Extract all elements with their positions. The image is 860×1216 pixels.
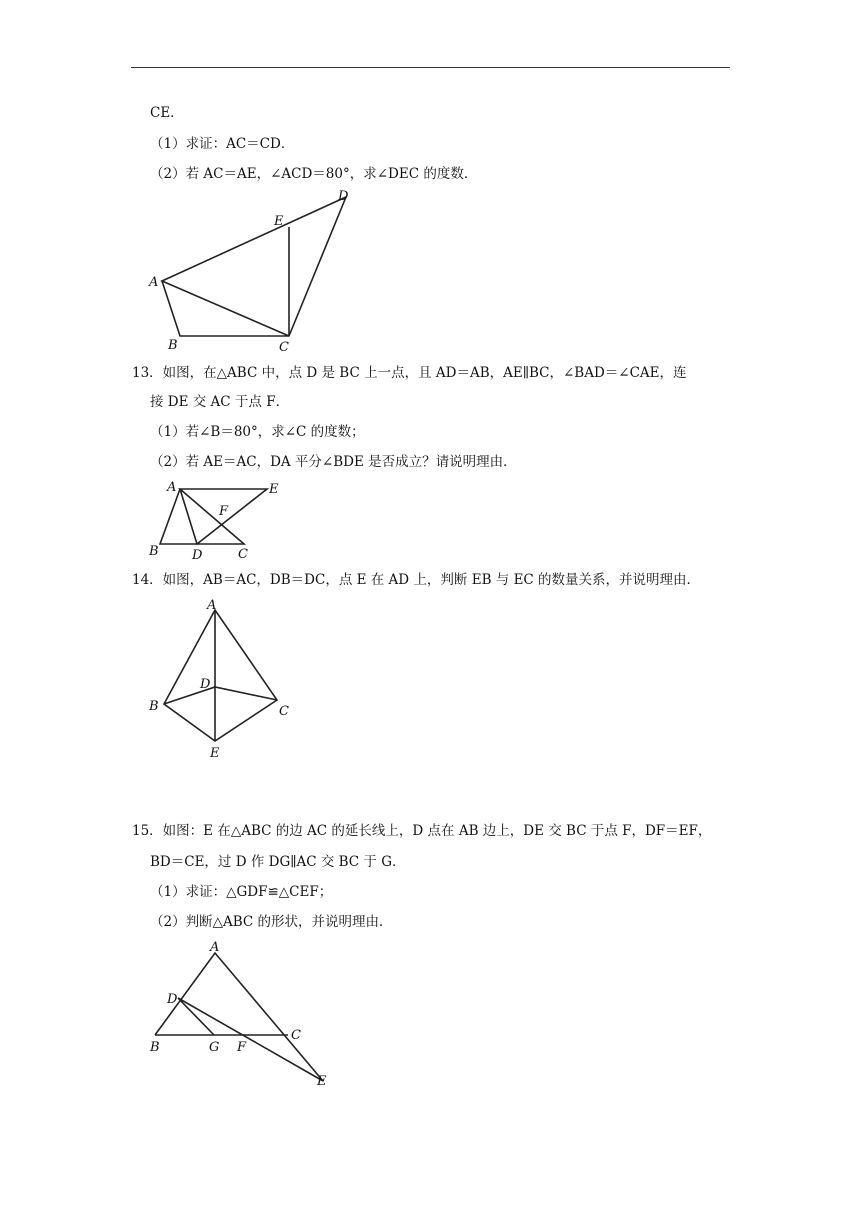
q15-edges <box>155 953 323 1081</box>
q12-part1: （1）求证：AC＝CD． <box>150 136 295 152</box>
q13-part1: （1）若∠B＝80°，求∠C 的度数； <box>150 424 365 440</box>
q15-label-e: E <box>317 1074 327 1089</box>
q12-label-e: E <box>274 214 284 229</box>
q12-edges <box>162 197 346 336</box>
q15-label-a: A <box>210 940 220 955</box>
q13-figure <box>140 475 290 565</box>
q15-line2: BD＝CE，过 D 作 DG∥AC 交 BC 于 G． <box>150 854 406 870</box>
q12-label-d: D <box>338 189 349 204</box>
q15-label-d: D <box>167 992 178 1007</box>
q14-label-c: C <box>279 704 289 719</box>
q15-part2: （2）判断△ABC 的形状，并说明理由． <box>150 914 393 930</box>
q15-figure <box>140 935 350 1095</box>
q13-label-c: C <box>238 547 248 562</box>
q13-label-a: A <box>167 480 177 495</box>
q13-label-e: E <box>269 482 279 497</box>
q14-figure <box>140 595 310 765</box>
q12-part2: （2）若 AC＝AE，∠ACD＝80°，求∠DEC 的度数． <box>150 166 478 182</box>
q13-label-f: F <box>219 504 229 519</box>
q14-label-a: A <box>207 598 217 613</box>
q12-figure <box>140 185 370 355</box>
q13-line1: 13．如图，在△ABC 中，点 D 是 BC 上一点，且 AD＝AB，AE∥BC，∠BAD＝∠CAE，连 <box>132 365 687 381</box>
q14-label-b: B <box>149 699 159 714</box>
q14-line1: 14．如图，AB＝AC，DB＝DC，点 E 在 AD 上，判断 EB 与 EC 的数量关系，并说明理由． <box>132 572 701 588</box>
q15-label-c: C <box>291 1028 301 1043</box>
q14-label-e: E <box>210 746 220 761</box>
q13-line2: 接 DE 交 AC 于点 F． <box>150 394 290 410</box>
q15-part1: （1）求证：△GDF≌△CEF； <box>150 884 333 900</box>
q13-edges <box>160 489 267 544</box>
q14-label-d: D <box>200 677 211 692</box>
q12-label-c: C <box>279 340 289 355</box>
q15-label-b: B <box>150 1040 160 1055</box>
q14-segment-bdc <box>164 687 277 704</box>
q13-part2: （2）若 AE＝AC，DA 平分∠BDE 是否成立？请说明理由． <box>150 454 517 470</box>
q12-label-a: A <box>149 275 159 290</box>
q13-label-d: D <box>192 548 203 563</box>
q15-line1: 15．如图：E 在△ABC 的边 AC 的延长线上，D 点在 AB 边上，DE 交 BC 于点 F，DF＝EF， <box>132 823 712 839</box>
q12-label-b: B <box>168 338 178 353</box>
q14-kite <box>164 610 277 741</box>
header-rule <box>131 67 730 68</box>
q13-label-b: B <box>149 544 159 559</box>
q12-tail: CE． <box>150 105 184 121</box>
q15-label-g: G <box>209 1040 220 1055</box>
q15-label-f: F <box>237 1040 247 1055</box>
